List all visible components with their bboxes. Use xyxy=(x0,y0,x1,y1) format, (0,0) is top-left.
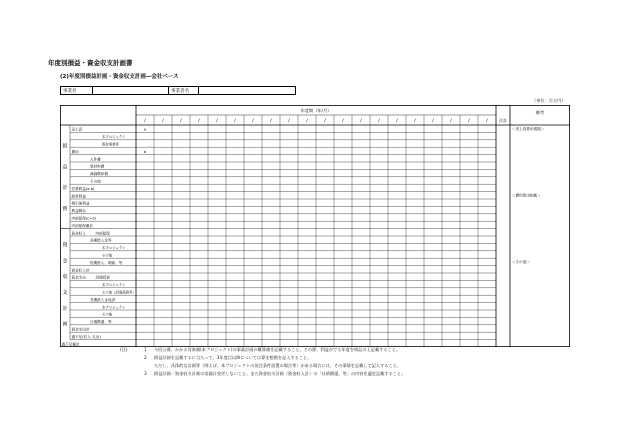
note-row xyxy=(120,346,580,354)
remarks-note: ＜その他＞ xyxy=(512,260,530,265)
group-label-char: 益 xyxy=(62,164,68,171)
remarks-note: ＜費用算出根拠＞ xyxy=(512,193,541,198)
row-subsublabel: 本プロジェクト xyxy=(102,246,126,251)
row-sublabel: 設備投資 xyxy=(95,275,110,280)
note-marker xyxy=(120,354,144,362)
date-cell-slash: / xyxy=(288,119,290,124)
row-label: 税引後利益 xyxy=(71,201,90,206)
row-sublabel: 短期借入、増資、等 xyxy=(90,260,123,265)
note-row xyxy=(120,362,580,370)
row-label: 内部留保累計 xyxy=(71,223,94,228)
date-cell-slash: / xyxy=(252,119,254,124)
row-sublabel: 人件費 xyxy=(90,157,101,162)
row-subsublabel: 本プロジェクト xyxy=(102,305,126,310)
date-cell-slash: / xyxy=(342,119,344,124)
date-cell-slash: / xyxy=(396,119,398,124)
notes xyxy=(120,346,580,378)
group-label-char: 資 xyxy=(62,242,68,249)
group-label-char: 計 xyxy=(62,305,68,312)
row-label: 資金収入 xyxy=(71,231,86,236)
row-label: 過不足(収入-支出) xyxy=(71,334,101,339)
date-cell-slash: / xyxy=(324,119,326,124)
plan-table xyxy=(60,105,570,347)
row-label: 利益剰余 xyxy=(71,209,86,214)
date-cell-slash: / xyxy=(270,119,272,124)
document-title: 年度別損益・資金収支計画書 xyxy=(48,59,133,67)
note-text: ただし、具体的な計画等（例えば、本プロジェクトの発注条件設置の場合等）がある場合には、その事情を記載して記入すること。 xyxy=(154,363,401,368)
row-sublabel: その他 xyxy=(90,179,101,184)
note-number: 2 xyxy=(144,355,147,360)
row-subsublabel: その他 xyxy=(102,312,113,317)
date-cell-slash: / xyxy=(414,119,416,124)
note-number: 3 xyxy=(144,371,147,376)
row-subsublabel: 既存事業等 xyxy=(102,142,119,147)
note-row xyxy=(120,354,580,362)
date-cell-slash: / xyxy=(468,119,470,124)
row-sublabel: 長期借入金返済 xyxy=(90,297,116,302)
row-subsublabel: その他（設備投資等） xyxy=(102,290,136,295)
total-header: 合計 xyxy=(498,118,508,123)
date-cell-slash: / xyxy=(144,119,146,124)
group-label-char: 画 xyxy=(62,321,68,328)
remarks-note: ＜売上高算出根拠＞ xyxy=(512,127,545,131)
note-text: 今回公募、かかる対象額(本プロジェクト)の事業計画の概算値を記載すること。その際、利益がでる年度を明記の上記載すること。 xyxy=(154,347,401,352)
row-label: 内部留保(c+d) xyxy=(71,216,96,221)
note-row xyxy=(120,370,580,378)
unit-label: （単位：百万円） xyxy=(532,98,566,103)
row-subsublabel: その他 xyxy=(102,253,113,258)
group-label-char: 支 xyxy=(62,290,68,297)
row-mark: b xyxy=(143,149,147,154)
row-label: 売上高 xyxy=(71,127,83,132)
row-label: 資金支出計 xyxy=(71,327,90,332)
document-subtitle: (2)年度別損益計画・資金収支計画―会社ベース xyxy=(60,74,179,80)
row-sublabel: 減価償却費 xyxy=(90,172,108,177)
row-sublabel: 長期借入金等 xyxy=(90,238,112,243)
table-border xyxy=(60,105,569,346)
row-sublabel: 原材料費 xyxy=(90,164,105,169)
date-cell-slash: / xyxy=(198,119,200,124)
group-label-char: 金 xyxy=(62,258,68,265)
company-field[interactable] xyxy=(93,87,169,94)
note-marker xyxy=(120,362,144,370)
date-cell-slash: / xyxy=(486,119,488,124)
fiscal-year-header: 年度期（年/月） xyxy=(300,108,332,113)
person-label: 事業者名 xyxy=(169,87,199,94)
date-cell-slash: / xyxy=(360,119,362,124)
date-cell-slash: / xyxy=(306,119,308,124)
group-label-char: 計 xyxy=(62,185,68,192)
row-mark: a xyxy=(143,127,147,132)
row-label: 営業利益(a-b) xyxy=(71,186,95,191)
date-cell-slash: / xyxy=(162,119,164,124)
group-label-char: 画 xyxy=(62,205,68,212)
remarks-header: 備考 xyxy=(535,110,545,115)
date-cell-slash: / xyxy=(180,119,182,124)
date-cell-slash: / xyxy=(378,119,380,124)
row-sublabel: 内部留保 xyxy=(95,231,110,236)
company-label: 事業名 xyxy=(61,87,93,94)
row-subsublabel: 本プロジェクト xyxy=(102,135,126,140)
note-number: 1 xyxy=(144,347,147,352)
date-cell-slash: / xyxy=(450,119,452,124)
person-field[interactable] xyxy=(199,87,295,94)
date-cell-slash: / xyxy=(234,119,236,124)
note-marker: (注) xyxy=(120,347,128,352)
group-label-char: 損 xyxy=(62,143,68,150)
row-sublabel: 社債償還、等 xyxy=(90,320,112,325)
note-text: 損益計画・資金収支計画の実施は変更しないこと。また資金収支計画（資金収入計）の「社債償還、等」の内容を適宜記載すること。 xyxy=(154,371,406,376)
row-label: 経常利益 xyxy=(71,194,86,199)
date-cell-slash: / xyxy=(432,119,434,124)
row-subsublabel: 本プロジェクト xyxy=(102,283,126,288)
date-cell-slash: / xyxy=(216,119,218,124)
row-label: 費用 xyxy=(71,149,79,154)
note-marker xyxy=(120,370,144,378)
info-bar xyxy=(60,86,296,95)
note-text: 損益計画を記載するに当たって、3年度目以降については算定根拠を記入すること。 xyxy=(154,355,312,360)
row-label: 資金収入計 xyxy=(71,268,90,273)
group-label-char: 収 xyxy=(62,274,68,281)
note-number xyxy=(144,362,154,370)
row-label: 過不足累計 xyxy=(61,342,80,347)
row-label: 資金支出 xyxy=(71,275,86,280)
